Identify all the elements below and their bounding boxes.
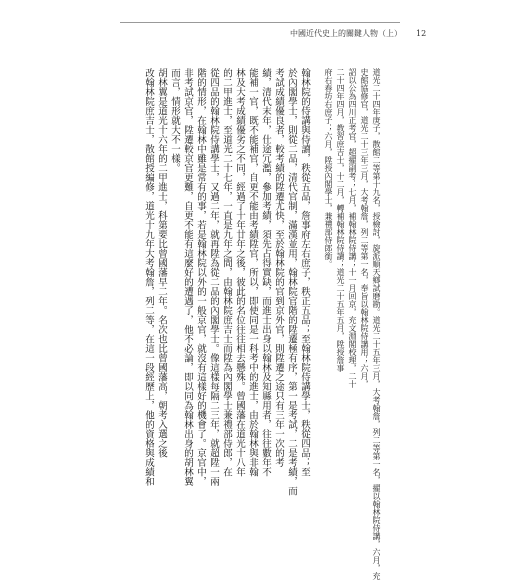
text-column: 非考試京官，陞遷較京官更難，自更不能有這麼好的遭遇了，他不必論，即以同為翰林出身的胡林翼 (182, 68, 193, 486)
running-header (290, 28, 426, 39)
note-column: 史館協修官，道光二十三年三月，大考翰詹，列二等第一名，奉旨以翰林院侍講用；六月， (360, 68, 369, 388)
note-column: 府右春坊右庶子；六月，陞授內閣學士，兼禮部侍郎銜。 (324, 68, 333, 268)
text-column: 從四品的翰林院侍講學士，又過二年，就再陞為從二品的內閣學士。像這樣每隔二三年，就超陞一兩 (208, 68, 219, 486)
text-column: 胡林翼是道光十六年的二甲進士，科第要比曾國藩早二年。名次也比曾國藩高，朝考入選之後 (156, 68, 167, 458)
note-column: 詔以公為四川正考官，超擢副考；七月，補翰林院侍講；十一月回京，充文淵閣校理，二十 (348, 68, 357, 388)
text-column: 能補一官，既不能補官，自更不能由考績陞官，所以，即使同是一科考中的進士，由於翰林與非翰 (247, 68, 258, 477)
note-column: 道光二十四年庚子，散館二等第十九名，授檢討，旋派順天鄉試磨勘。道光二十五年三月，大考翰詹，列二等第一名，擢以翰林院侍講，六月，充 (372, 68, 381, 580)
text-column: 而言，情形就大不一樣。 (169, 68, 180, 173)
text-column: 考試成績優良者，較考績的陞遷尤快，至於翰林院的官到京外官，則陞遷之途只有三年一次的考 (273, 68, 284, 467)
text-column: 績，清代末年，仕途冗濫，參加考績，須先占得實缺，而進士出身以翰林及知縣用者，往往數年不 (260, 68, 271, 477)
text-column: 翰林院的侍講與侍讀，秩從五品，詹事府左右庶子，秩正五品；至翰林院侍講學士，秩從四品；至 (299, 68, 310, 477)
running-header-title: 中國近代史上的關鍵人物（上） (290, 29, 402, 38)
text-column: 於內閣學士，則從二品，清代官制，滿漢並用，翰林院官階的陞遷極有序，第一是考試，二是考績，而 (286, 68, 297, 496)
text-column: 林及大考成績優劣之不同，經過了十年廿年之後，彼此的名位往往相去懸殊。曾國藩在道光十八年 (234, 68, 245, 477)
text-column: 階的情形，在翰林中雖是常有的事，若是翰林院以外的一般京官，就沒有這樣好的機會了。京官中， (195, 68, 206, 486)
page-body (143, 68, 381, 580)
text-column: 改翰林院庶吉士，散館授編修，道光十九年大考翰詹，列二等，在這一段經歷上，他的資格與成績和 (143, 68, 154, 486)
note-column: 二十四年四月，教習庶吉士，十二月，轉補翰林院侍讀；道光二十五年五月，陞授詹事 (336, 68, 345, 372)
header-rule (120, 22, 400, 23)
text-column: 的二甲進士，至道光二十七年，一直是九年之間，由翰林院庶吉士而陞為內閣學士兼禮部侍郎，在 (221, 68, 232, 477)
page-number: 12 (416, 29, 427, 38)
